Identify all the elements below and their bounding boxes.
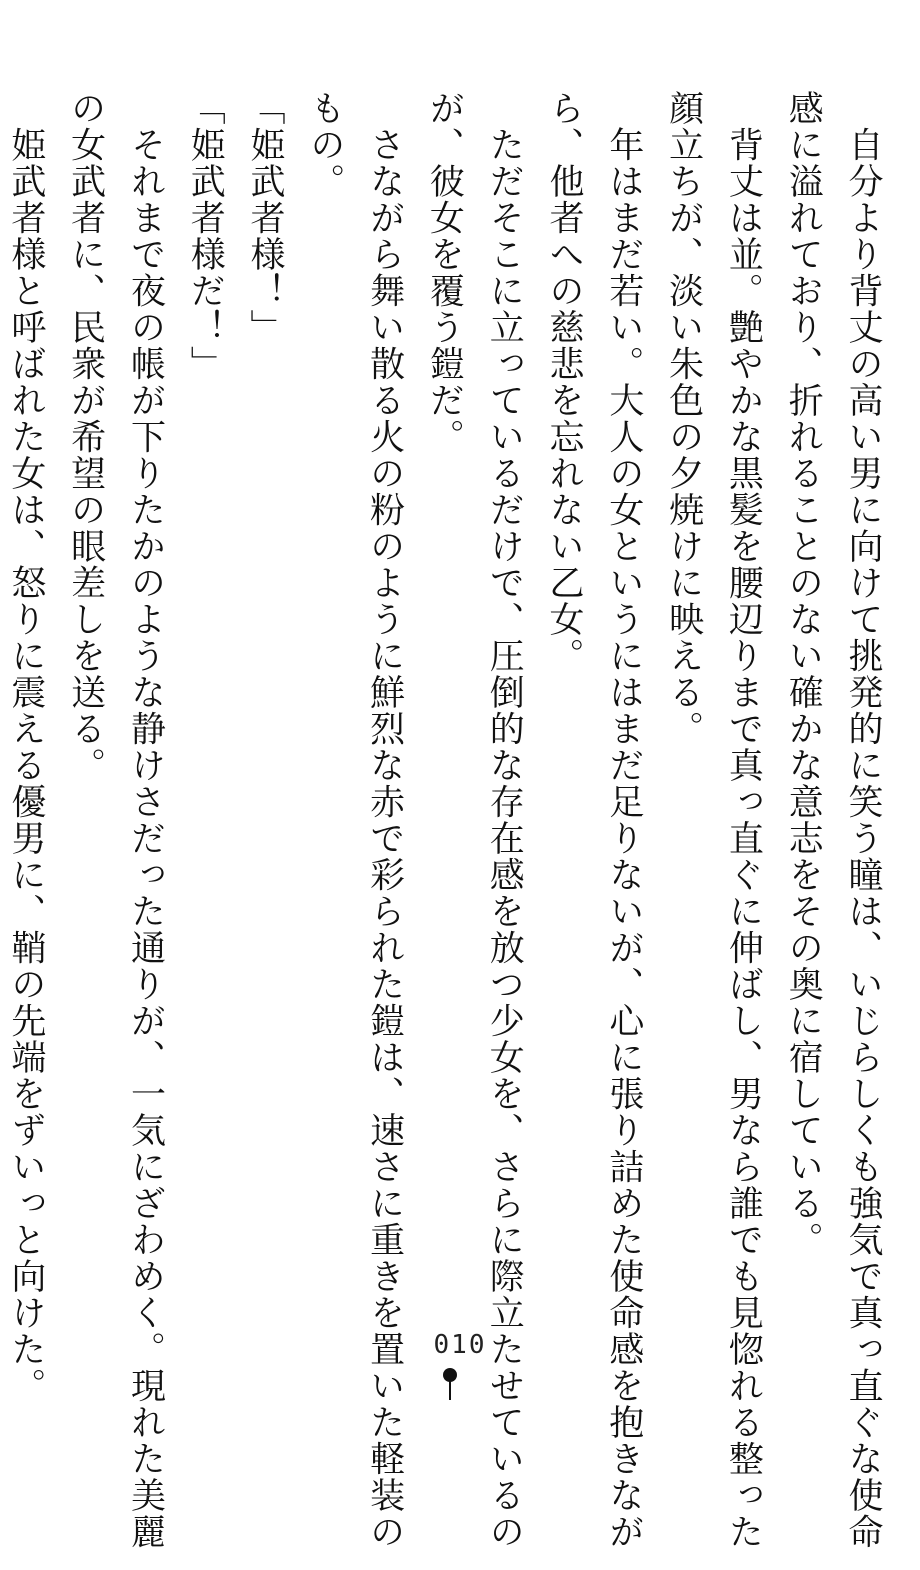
- text-line: 姫武者様と呼ばれた女は、怒りに震える優男に、鞘の先端をずいっと向けた。: [5, 90, 46, 1404]
- dialogue-line: 「姫武者様だ！」: [185, 90, 226, 382]
- text-line: 年はまだ若い。大人の女というにはまだ足りないが、心に張り詰めた使命感を抱きなが: [603, 90, 644, 1550]
- ornament-stem: [449, 1380, 451, 1400]
- text-line: それまで夜の帳が下りたかのような静けさだった通りが、一気にざわめく。現れた美麗: [125, 90, 166, 1550]
- page-ornament-icon: [442, 1368, 458, 1400]
- text-line: さながら舞い散る火の粉のように鮮烈な赤で彩られた鎧は、速さに重きを置いた軽装の: [364, 90, 405, 1550]
- text-line: の女武者に、民衆が希望の眼差しを送る。: [65, 90, 106, 784]
- text-line: ただそこに立っているだけで、圧倒的な存在感を放つ少女を、さらに際立たせているの: [484, 90, 525, 1550]
- text-line: 感に溢れており、折れることのない確かな意志をその奥に宿している。: [783, 90, 824, 1258]
- text-line: 自分より背丈の高い男に向けて挑発的に笑う瞳は、いじらしくも強気で真っ直ぐな使命: [843, 90, 883, 1550]
- page-number: 010: [433, 1330, 487, 1360]
- text-line: が、彼女を覆う鎧だ。: [424, 90, 465, 455]
- text-line: もの。: [304, 90, 345, 200]
- text-line: ら、他者への慈悲を忘れない乙女。: [544, 90, 585, 674]
- text-line: 背丈は並。艶やかな黒髪を腰辺りまで真っ直ぐに伸ばし、男なら誰でも見惚れる整った: [723, 90, 764, 1550]
- text-line: 顔立ちが、淡い朱色の夕焼けに映える。: [663, 90, 704, 747]
- dialogue-line: 「姫武者様！」: [245, 90, 286, 346]
